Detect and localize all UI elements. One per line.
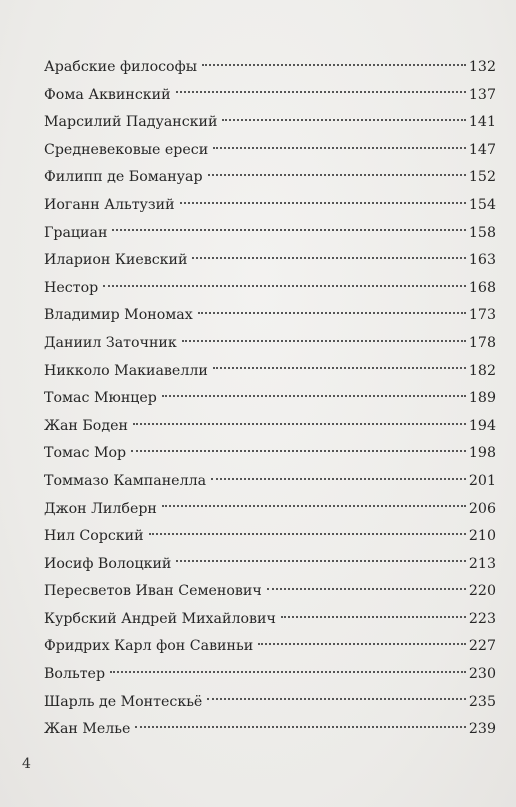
toc-entry [44,164,496,192]
toc-entry-page-number: 213 [468,555,496,572]
toc-entry-page-number: 152 [468,169,496,186]
toc-entry-title: Джон Лилберн [44,500,157,517]
toc-entry [44,468,496,496]
dot-leader [207,698,466,700]
toc-entry-page-number: 132 [468,59,496,75]
dot-leader [176,91,466,93]
toc-entry-title: Томас Мюнцер [44,390,157,407]
toc-entry-title: Нил Сорский [44,528,144,545]
toc-entry-page-number: 158 [468,224,496,241]
toc-entry-page-number: 189 [468,390,496,407]
toc-entry [44,413,496,441]
toc-entry [44,247,496,275]
dot-leader [112,229,465,231]
toc-entry-page-number: 227 [468,638,496,655]
toc-entry-title: Иосиф Волоцкий [44,555,172,572]
dot-leader [211,478,466,480]
toc-entry [44,716,496,744]
toc-entry [44,192,496,220]
toc-entry-page-number: 154 [468,196,496,213]
toc-entry-page-number: 163 [468,252,496,269]
dot-leader [135,726,465,728]
toc-entry-title: Пересветов Иван Семенович [44,583,262,600]
toc-entry-title: Филипп де Бомануар [44,169,203,186]
toc-entry [44,633,496,661]
dot-leader [267,588,466,590]
toc-entry [44,689,496,717]
toc-entry [44,330,496,358]
toc-entry-title: Владимир Мономах [44,307,193,324]
toc-entry [44,220,496,248]
toc-entry [44,661,496,689]
dot-leader [202,64,466,66]
toc-entry-page-number: 201 [468,472,496,489]
toc-entry-title: Курбский Андрей Михайлович [44,610,276,627]
toc-entry [44,275,496,303]
toc-entry [44,358,496,386]
dot-leader [182,340,466,342]
dot-leader [192,257,465,259]
toc-entry [44,302,496,330]
toc-entry-title: Грациан [44,224,108,241]
toc-entry-page-number: 194 [468,417,496,434]
table-of-contents [44,54,496,744]
toc-entry-title: Иларион Киевский [44,252,188,269]
dot-leader [110,671,466,673]
toc-entry-page-number: 182 [468,362,496,379]
toc-entry [44,440,496,468]
toc-entry-page-number: 147 [468,141,496,158]
toc-entry-title: Вольтер [44,666,106,683]
dot-leader [103,285,466,287]
toc-entry-page-number: 198 [468,445,496,462]
toc-entry-title: Никколо Макиавелли [44,362,208,379]
toc-entry [44,137,496,165]
toc-entry [44,523,496,551]
dot-leader [133,423,466,425]
toc-entry-page-number: 173 [468,307,496,324]
toc-entry-page-number: 210 [468,528,496,545]
toc-entry [44,496,496,524]
toc-entry-title: Средневековые ереси [44,141,209,158]
toc-entry-title: Марсилий Падуанский [44,114,218,131]
toc-entry [44,551,496,579]
toc-entry-page-number: 206 [468,500,496,517]
dot-leader [176,560,466,562]
dot-leader [180,202,466,204]
toc-entry-title: Шарль де Монтескьё [44,693,203,710]
toc-entry-page-number: 220 [468,583,496,600]
toc-entry-title: Арабские философы [44,59,198,75]
toc-entry-page-number: 178 [468,334,496,351]
dot-leader [281,616,466,618]
dot-leader [198,312,466,314]
toc-entry [44,109,496,137]
dot-leader [213,367,466,369]
dot-leader [222,119,465,121]
toc-entry-page-number: 168 [468,279,496,296]
toc-entry-title: Даниил Заточник [44,334,177,351]
toc-entry-page-number: 230 [468,666,496,683]
toc-entry-page-number: 235 [468,693,496,710]
toc-entry-page-number: 239 [468,721,496,738]
toc-entry-title: Томас Мор [44,445,127,462]
toc-entry-title: Томмазо Кампанелла [44,472,207,489]
dot-leader [162,395,466,397]
toc-entry [44,606,496,634]
toc-entry-title: Жан Боден [44,417,128,434]
dot-leader [208,174,466,176]
dot-leader [213,147,466,149]
toc-entry-page-number: 141 [468,114,496,131]
toc-entry-title: Фома Аквинский [44,86,171,103]
dot-leader [162,505,466,507]
toc-entry-title: Иоганн Альтузий [44,196,175,213]
toc-entry-title: Нестор [44,279,99,296]
toc-entry [44,82,496,110]
page-number: 4 [22,756,31,772]
toc-entry [44,54,496,82]
toc-entry [44,578,496,606]
dot-leader [131,450,466,452]
dot-leader [258,643,466,645]
dot-leader [149,533,466,535]
toc-entry-title: Жан Мелье [44,721,131,738]
toc-entry-page-number: 137 [468,86,496,103]
toc-entry [44,385,496,413]
toc-entry-page-number: 223 [468,610,496,627]
toc-entry-title: Фридрих Карл фон Савиньи [44,638,254,655]
